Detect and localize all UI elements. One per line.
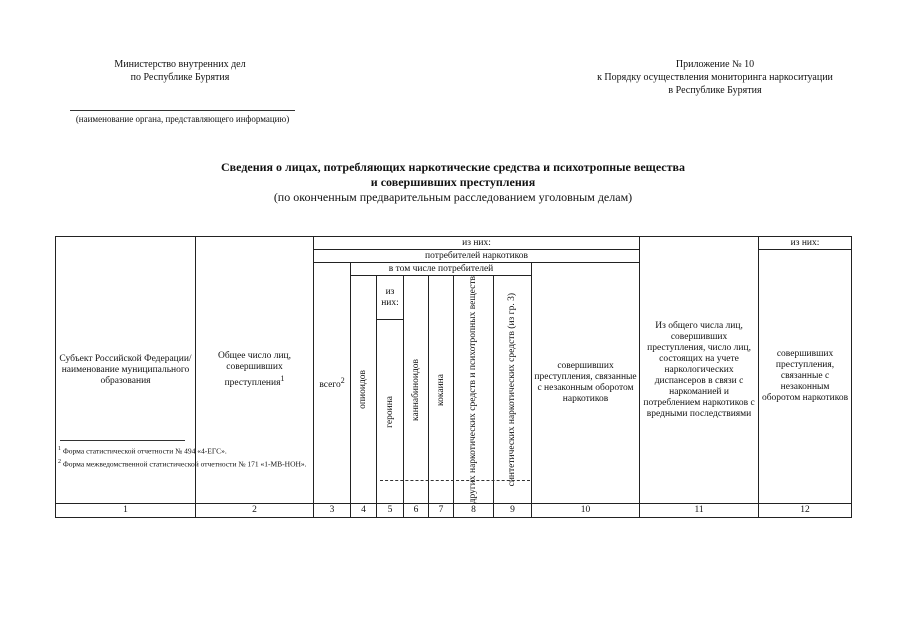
title-line-2: и совершивших преступления — [370, 175, 536, 189]
col-number: 10 — [532, 504, 640, 518]
col-number: 12 — [759, 504, 852, 518]
col-number: 1 — [56, 504, 196, 518]
footnote-2: $^2$ Форма межведомственной статистической отчетности № 171 «1-МВ-НОН». — [58, 459, 307, 469]
header-subject: Субъект Российской Федерации/ наименование муниципального образования — [56, 237, 196, 504]
report-title — [100, 160, 806, 205]
header-registered: Из общего числа лиц, совершивших преступления, число лиц, состоящих на учете наркологических диспансеров в связи с наркоманией и потреблением наркотиков с вредными последствиями — [640, 237, 759, 504]
header-drug-users: потребителей наркотиков — [314, 250, 640, 263]
header-synthetic: синтетических наркотических средств (из гр. 3) — [494, 276, 532, 504]
title-subtitle: (по оконченным предварительным расследованием уголовным делам) — [273, 190, 633, 204]
org-caption: (наименование органа, представляющего информацию) — [75, 114, 290, 124]
header-heroin: героина — [377, 320, 404, 504]
appendix-number: Приложение № 10 — [675, 59, 755, 70]
ministry-region: по Республике Бурятия — [130, 72, 230, 83]
header-opioids: опиоидов — [351, 276, 377, 504]
col-number: 9 — [494, 504, 532, 518]
header-registered-trafficking: совершивших преступления, связанные с незаконным оборотом наркотиков — [759, 250, 852, 504]
col-number: 6 — [404, 504, 429, 518]
header-total-persons: Общее число лиц, совершивших преступления$^1$ — [196, 237, 314, 504]
ministry-name: Министерство внутренних дел — [114, 59, 246, 70]
header-of-them-2: из них: — [377, 276, 404, 320]
footnote-1: $^1$ Форма статистической отчетности № 494 «4-ЕГС». — [58, 446, 227, 456]
report-table — [55, 236, 852, 518]
end-divider — [380, 480, 530, 481]
col-number: 5 — [377, 504, 404, 518]
appendix-desc: к Порядку осуществления мониторинга наркоситуации — [597, 72, 833, 83]
appendix-header — [580, 58, 850, 97]
title-line-1: Сведения о лицах, потребляющих наркотические средства и психотропные вещества — [221, 160, 685, 174]
header-cannabinoids: каннабиноидов — [404, 276, 429, 504]
col-number: 8 — [454, 504, 494, 518]
col-number: 2 — [196, 504, 314, 518]
col-number: 3 — [314, 504, 351, 518]
ministry-header — [60, 58, 300, 84]
header-total: всего$^2$ — [314, 263, 351, 504]
header-incl-users: в том числе потребителей — [351, 263, 532, 276]
column-numbers-row — [56, 504, 852, 518]
header-of-them-3: из них: — [759, 237, 852, 250]
org-name-line — [70, 110, 295, 111]
col-number: 7 — [429, 504, 454, 518]
header-cocaine: кокаина — [429, 276, 454, 504]
header-illegal-trafficking: совершивших преступления, связанные с незаконным оборотом наркотиков — [532, 263, 640, 504]
appendix-region: в Республике Бурятия — [668, 85, 762, 96]
header-other-drugs: других наркотических средств и психотропных веществ — [454, 276, 494, 504]
col-number: 4 — [351, 504, 377, 518]
footnote-divider — [60, 440, 185, 441]
header-of-them: из них: — [314, 237, 640, 250]
col-number: 11 — [640, 504, 759, 518]
